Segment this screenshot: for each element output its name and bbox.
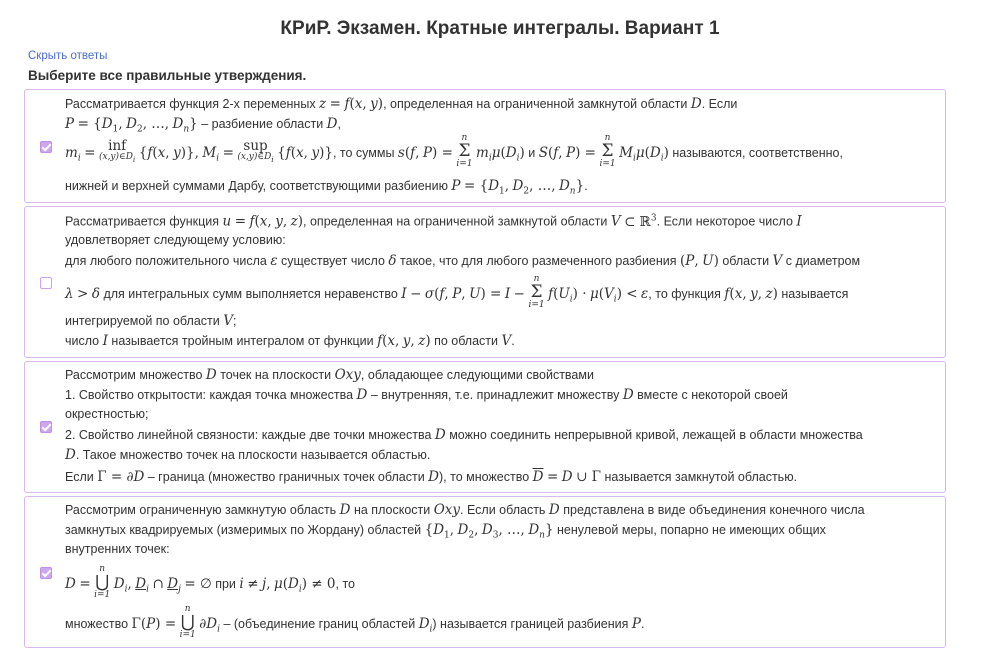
option-4-line-2: замкнутых квадрируемых (измеримых по Жордану) областей {$D_1$, $D_2$, $D_3$, …, $D_n$} ненулевой меры, попарно не имеющих общих: [65, 522, 826, 541]
option-3-line-2: 1. Свойство открытости: каждая точка множества D – внутренняя, т.е. принадлежит множеству D вместе с некоторой своей: [65, 387, 788, 403]
option-2-line-1: Рассматривается функция u = f(x, y, z), определенная на ограниченной замкнутой области V ⊂ ℝ$^3$. Если некоторое число I: [65, 213, 802, 230]
answer-option-1[interactable]: [24, 89, 946, 203]
option-4-line-4: D = n ⋃ i=1 $D_i$, $D_i$ ∩ $D_j$ = ∅ при i ≠ j, $\mu(D_i) \ne 0$, то: [65, 564, 355, 600]
option-1-line-1: Рассматривается функция 2-х переменных z = f(x, y), определенная на ограниченной замкнутой области D. Если: [65, 96, 738, 112]
answer-option-2[interactable]: [24, 206, 946, 358]
option-text-store: [0, 0, 1, 1]
answer-option-4[interactable]: [24, 496, 946, 648]
option-2-line-6: число I называется тройным интегралом от функции f(x, y, z) по области V.: [65, 333, 515, 349]
option-1-line-2: $P = \{D_1$, $D_2$, …, $D_n$} – разбиение области D,: [65, 116, 341, 135]
option-3-line-6: Если Γ = ∂D – граница (множество граничных точек области D), то множество $\overline{D} = D$ ∪ Γ называется замкнутой областью.: [65, 469, 798, 485]
option-4-line-3: внутренних точек:: [65, 542, 170, 556]
option-1-checkbox[interactable]: [40, 141, 52, 153]
option-3-line-1: Рассмотрим множество D точек на плоскости Oxy, обладающее следующими свойствами: [65, 367, 594, 383]
o1-l1: [0, 0, 1, 1]
option-2-line-5: интегрируемой по области V;: [65, 313, 237, 329]
answer-option-3[interactable]: [24, 361, 946, 493]
hide-answers-link[interactable]: Скрыть ответы: [28, 50, 108, 62]
option-2-line-3: для любого положительного числа ε существует число δ такое, что для любого размеченного разбиения (P, U) области V с диаметром: [65, 253, 861, 269]
option-4-line-1: Рассмотрим ограниченную замкнутую область D на плоскости Oxy. Если область D представлена в виде объединения конечного числа: [65, 502, 865, 518]
option-2-line-4: λ > δ для интегральных сумм выполняется неравенство I − σ(f, P, U) = I − n Σ i=1 $f(U_i) \cdot \mu(V_i) < \varepsilon$, то функция f(x, y, z) называется: [65, 274, 849, 310]
option-3-checkbox[interactable]: [40, 421, 52, 433]
option-4-checkbox[interactable]: [40, 567, 52, 579]
option-4-line-5: множество Γ(P) = n ⋃ i=1 $\partial D_i$ – (объединение границ областей $D_i$) называется границей разбиения P.: [65, 604, 645, 640]
option-1-line-3: $m_i$ = inf $(x,y)\in D_i$ {f(x, y)}, $M_i$ = sup $(x,y)\in D_i$ {f(x, y)}, то суммы s(f, P) = n Σ i=1 $m_i\mu(D_i)$ и S(f, P) = n Σ i=1 $M_i\mu(D_i)$ называются, соответственно,: [65, 133, 843, 169]
option-2-line-2: удовлетворяет следующему условию:: [65, 233, 286, 247]
option-3-line-3: окрестностью;: [65, 407, 149, 421]
option-1-line-4: нижней и верхней суммами Дарбу, соответствующими разбиению $P = \{D_1$, $D_2$, …, $D_n$}.: [65, 178, 588, 197]
option-3-line-5: D. Такое множество точек на плоскости называется областью.: [65, 447, 431, 463]
page-title: КРиР. Экзамен. Кратные интегралы. Вариант 1: [280, 18, 720, 39]
instruction-text: Выберите все правильные утверждения.: [28, 68, 307, 83]
option-2-checkbox[interactable]: [40, 277, 52, 289]
option-3-line-4: 2. Свойство линейной связности: каждые две точки множества D можно соединить непрерывной кривой, лежащей в области множества: [65, 427, 863, 443]
